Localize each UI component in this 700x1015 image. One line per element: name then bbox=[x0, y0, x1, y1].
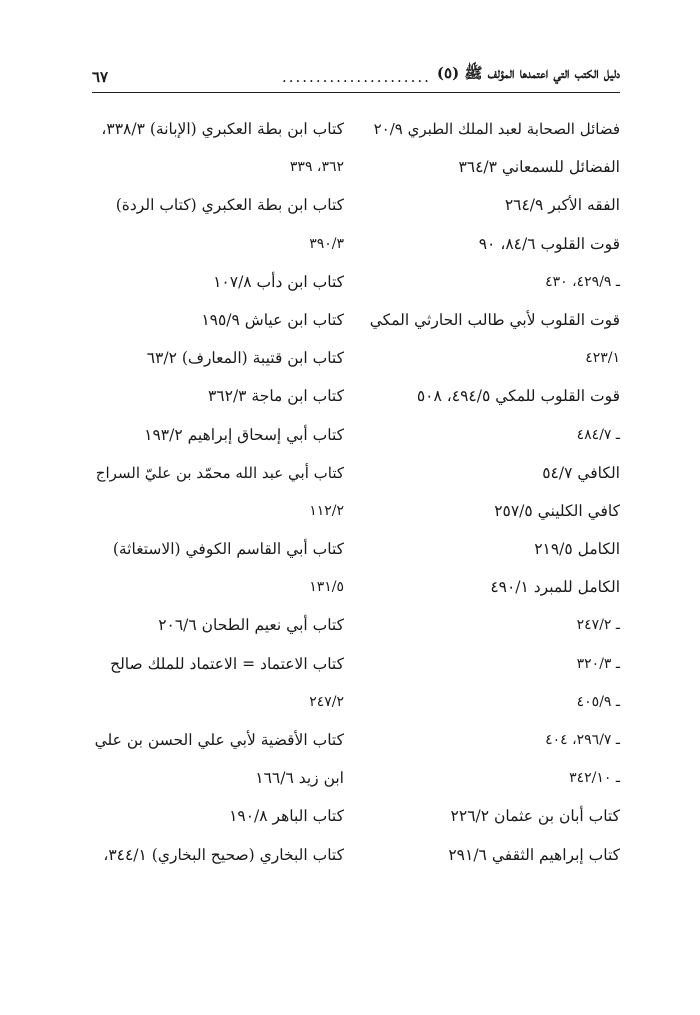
index-entry: كتاب ابن بطة العكبري (الإبانة) ٣٣٨/٣، bbox=[101, 120, 344, 138]
index-entry: كتاب أبان بن عثمان ٢٢٦/٢ bbox=[450, 807, 620, 826]
index-entry: الكامل ٢١٩/٥ bbox=[534, 540, 620, 559]
index-entry: كتاب الباهر ١٩٠/٨ bbox=[229, 807, 344, 826]
index-entry: ٣٩٠/٣ bbox=[309, 235, 344, 252]
index-entry: ـ ٢٩٦/٧، ٤٠٤ bbox=[545, 732, 620, 748]
index-entry: فضائل الصحابة لعبد الملك الطبري ٢٠/٩ bbox=[373, 120, 620, 138]
index-entry: ٢٤٧/٢ bbox=[309, 693, 344, 710]
running-header bbox=[92, 60, 620, 86]
index-entry: ٣٦٢، ٣٣٩ bbox=[289, 159, 344, 176]
index-entry: كتاب أبي إسحاق إبراهيم ١٩٣/٢ bbox=[144, 425, 344, 444]
index-entry: ١١٢/٢ bbox=[309, 502, 344, 519]
index-entry: كتاب الأقضية لأبي علي الحسن بن علي bbox=[94, 731, 344, 749]
index-entry: كتاب الاعتماد = الاعتماد للملك صالح bbox=[110, 654, 344, 673]
index-entry: قوت القلوب لأبي طالب الحارثي المكي bbox=[369, 310, 620, 329]
header-leader-dots: ...................... bbox=[281, 68, 431, 86]
index-entry: ٤٢٣/١ bbox=[585, 350, 620, 367]
page-number: ٦٧ bbox=[92, 68, 109, 86]
index-entry: كتاب أبي عبد الله محمّد بن عليّ السراج bbox=[95, 463, 344, 482]
index-entry: كتاب ابن عياش ١٩٥/٩ bbox=[201, 310, 344, 329]
index-entry: قوت القلوب ٨٤/٦، ٩٠ bbox=[478, 234, 620, 253]
header-title: دليل الكتب التي اعتمدها المؤلف ﷺ (٥) bbox=[436, 64, 620, 82]
index-entry: الفضائل للسمعاني ٣٦٤/٣ bbox=[458, 158, 620, 177]
index-entry: كتاب ابن بطة العكبري (كتاب الردة) bbox=[115, 196, 344, 215]
index-entry: ـ ٣٤٢/١٠ bbox=[569, 770, 620, 787]
index-entry: ـ ٣٢٠/٣ bbox=[576, 655, 620, 672]
index-column-right bbox=[370, 110, 620, 890]
index-entry: ابن زيد ١٦٦/٦ bbox=[255, 769, 344, 788]
index-entry: ـ ٤٨٤/٧ bbox=[576, 426, 620, 443]
index-entry: قوت القلوب للمكي ٤٩٤/٥، ٥٠٨ bbox=[416, 387, 620, 406]
index-columns bbox=[92, 110, 620, 890]
index-entry: كتاب إبراهيم الثقفي ٢٩١/٦ bbox=[448, 845, 620, 864]
index-entry: كتاب ابن قتيبة (المعارف) ٦٣/٢ bbox=[146, 349, 344, 368]
index-entry: كافي الكليني ٢٥٧/٥ bbox=[494, 501, 620, 520]
index-entry: ـ ٢٤٧/٢ bbox=[576, 617, 620, 634]
index-entry: ١٣١/٥ bbox=[309, 579, 344, 596]
index-entry: كتاب البخاري (صحيح البخاري) ٣٤٤/١، bbox=[103, 845, 344, 864]
index-entry: ـ ٤٠٥/٩ bbox=[576, 693, 620, 710]
index-entry: كتاب ابن دأب ١٠٧/٨ bbox=[213, 272, 344, 291]
index-entry: ـ ٤٢٩/٩، ٤٣٠ bbox=[545, 273, 620, 290]
index-entry: كتاب أبي القاسم الكوفي (الاستغاثة) bbox=[112, 540, 344, 559]
index-entry: الكافي ٥٤/٧ bbox=[542, 463, 620, 482]
index-entry: الكامل للمبرد ٤٩٠/١ bbox=[490, 578, 620, 597]
index-column-left bbox=[92, 110, 344, 890]
header-rule bbox=[92, 92, 620, 93]
index-entry: كتاب أبي نعيم الطحان ٢٠٦/٦ bbox=[158, 616, 344, 635]
index-entry: كتاب ابن ماجة ٣٦٢/٣ bbox=[207, 387, 344, 406]
index-entry: الفقه الأكبر ٢٦٤/٩ bbox=[504, 196, 620, 215]
